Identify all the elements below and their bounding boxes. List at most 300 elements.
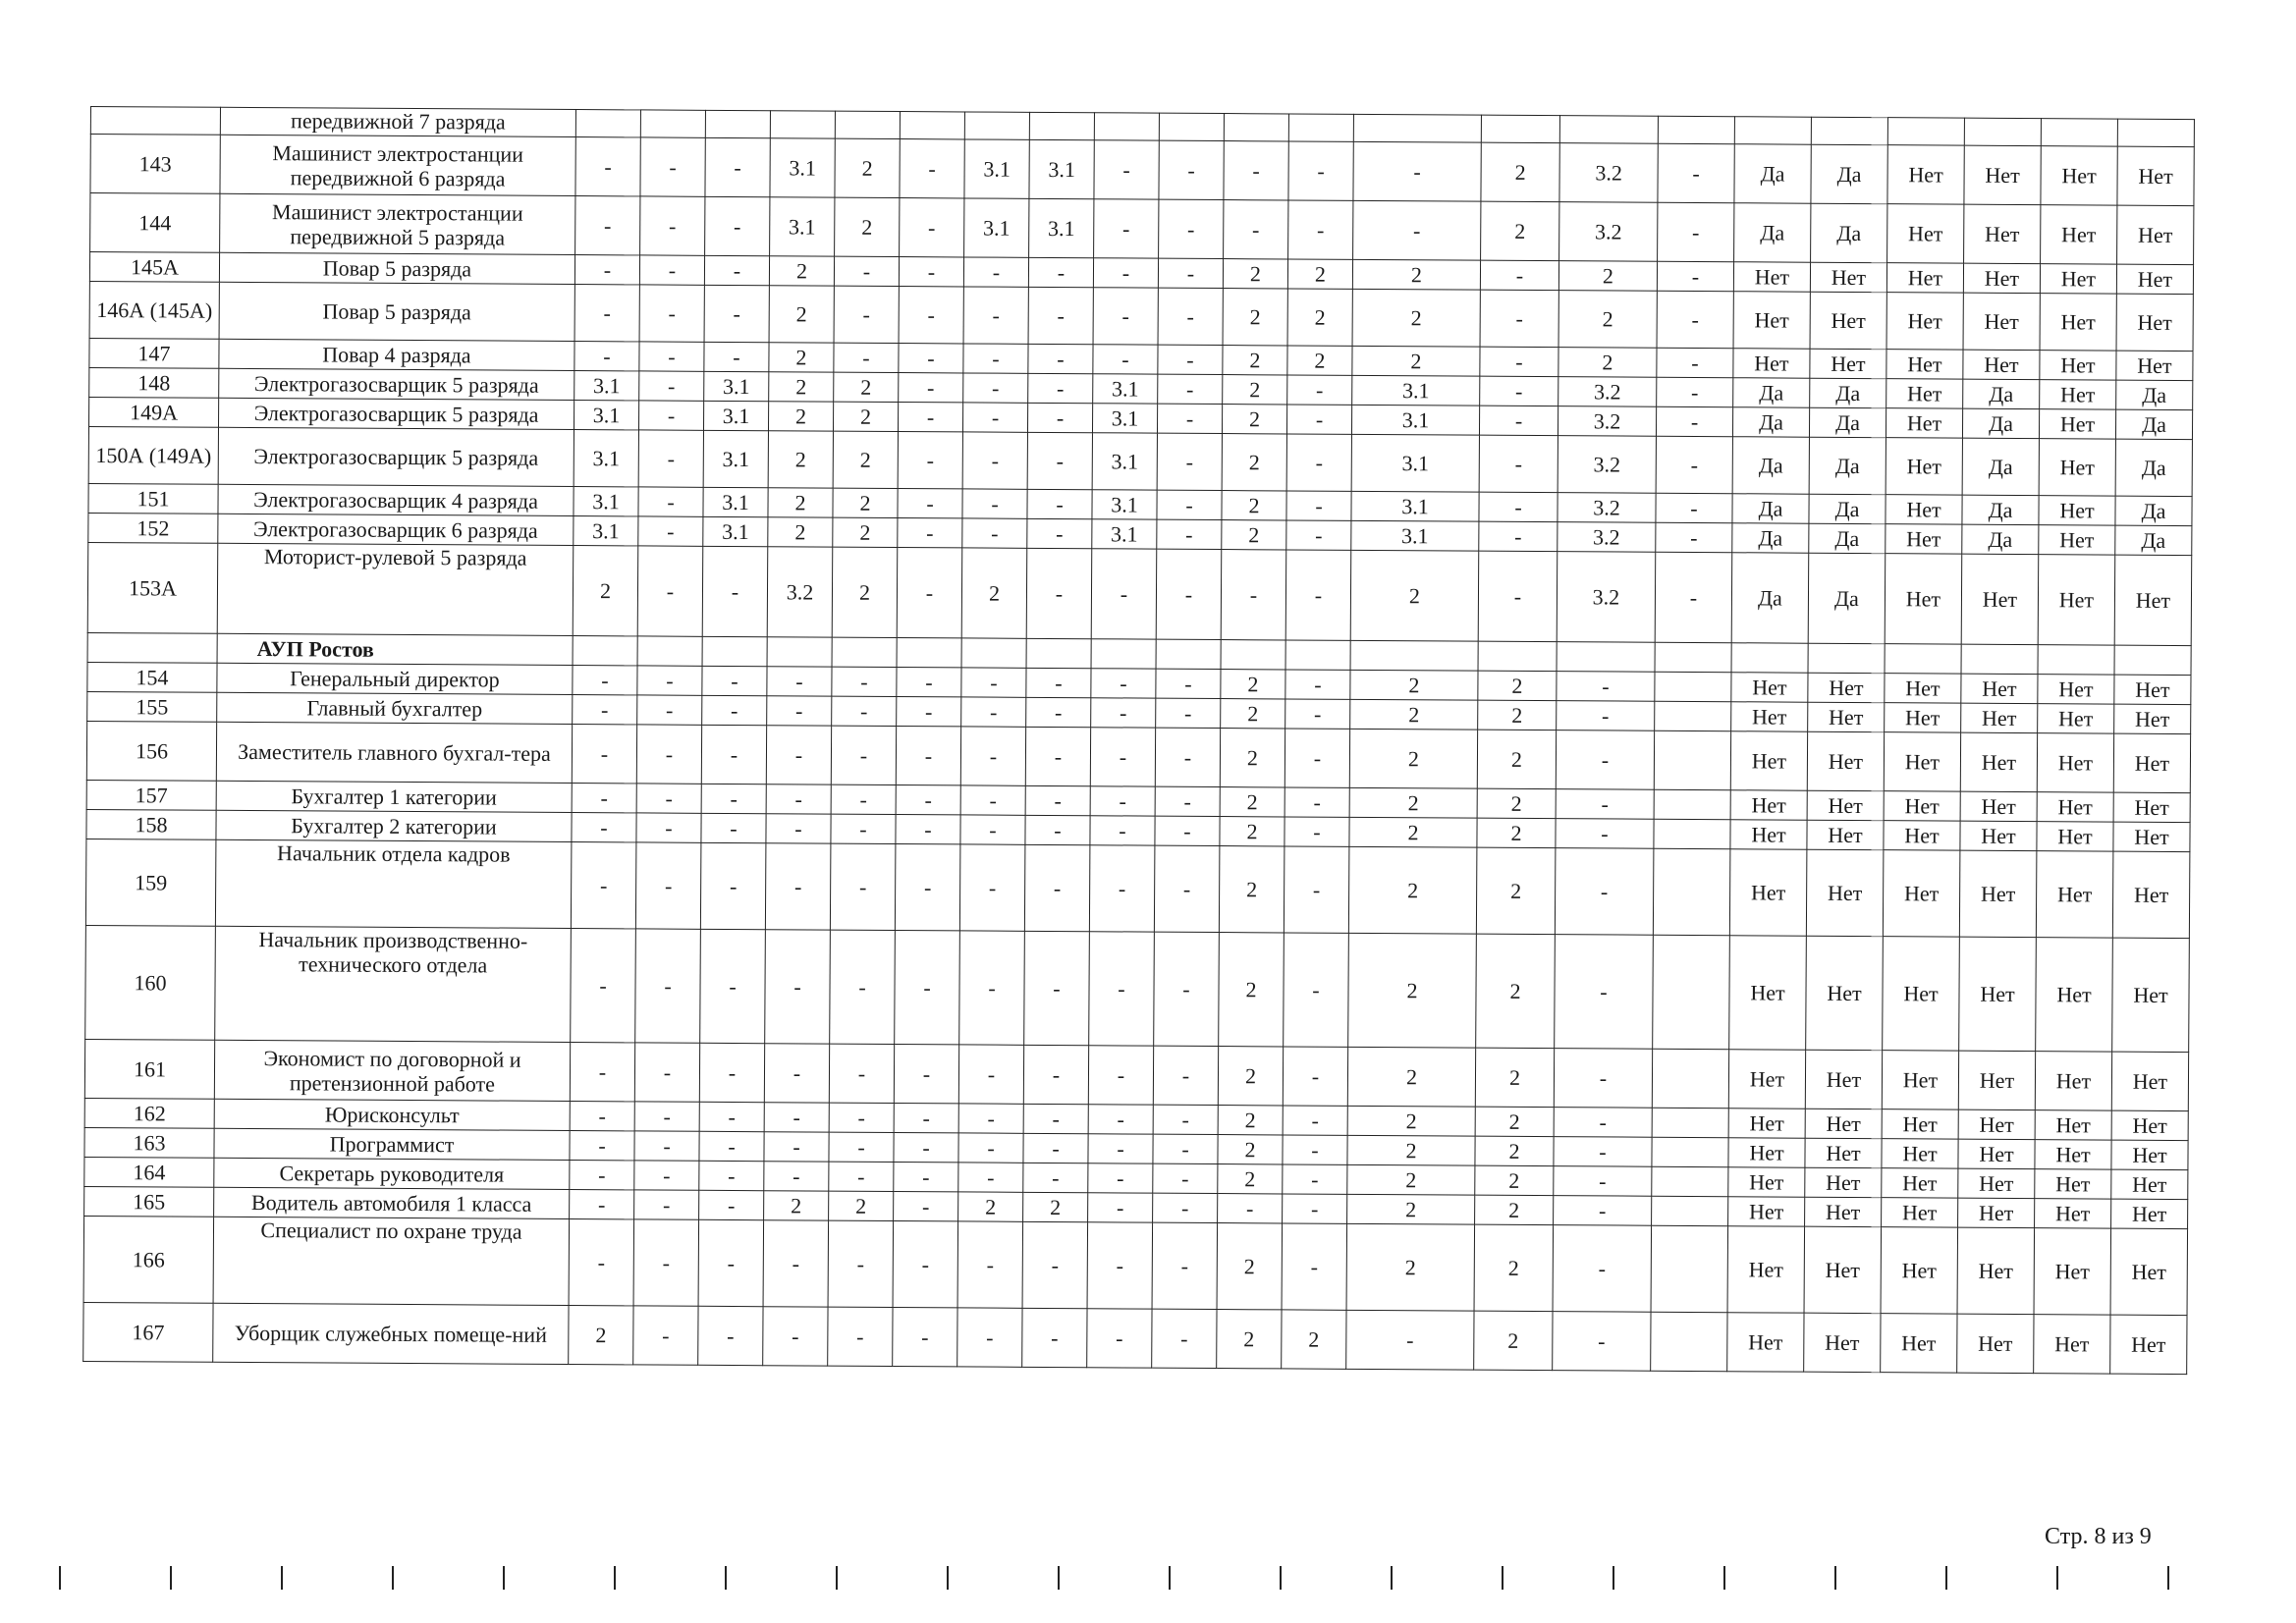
factor-class-cell: -	[639, 285, 704, 342]
empty-cell	[1285, 640, 1350, 670]
yes-no-cell: Нет	[2040, 294, 2116, 351]
yes-no-cell: Нет	[1733, 262, 1810, 292]
factor-class-cell	[835, 111, 900, 138]
factor-class-cell: -	[1656, 493, 1732, 522]
yes-no-cell: Нет	[2035, 1052, 2111, 1110]
factor-class-cell: -	[765, 843, 831, 930]
yes-no-cell: Да	[1811, 203, 1887, 262]
yes-no-cell: Нет	[2113, 792, 2190, 822]
yes-no-cell: Нет	[1807, 820, 1884, 849]
factor-class-cell: -	[1088, 1193, 1153, 1222]
factor-class-cell: -	[1656, 436, 1732, 493]
factor-class-cell: -	[764, 1132, 829, 1162]
factor-class-cell: 3.2	[1557, 552, 1656, 643]
factor-class-cell: -	[1656, 406, 1732, 436]
factor-class-cell: -	[640, 196, 705, 255]
factor-class-cell: -	[1153, 1134, 1218, 1163]
factor-class-cell: -	[1554, 1049, 1652, 1109]
factor-class-cell: -	[638, 516, 703, 546]
factor-class-cell: 2	[833, 488, 898, 517]
factor-class-cell: -	[894, 1133, 958, 1163]
position-name-cell: Бухгалтер 1 категории	[216, 781, 572, 812]
empty-cell	[1156, 639, 1221, 669]
yes-no-cell: Да	[1809, 407, 1886, 437]
factor-class-cell: 2	[1475, 1048, 1554, 1107]
yes-no-cell: Нет	[1884, 732, 1960, 791]
factor-class-cell: 3.1	[1351, 434, 1479, 492]
yes-no-cell: Нет	[1963, 350, 2040, 379]
factor-class-cell: -	[1479, 521, 1558, 551]
factor-class-cell: -	[963, 287, 1028, 344]
section-heading: АУП Ростов	[217, 633, 573, 665]
yes-no-cell: Нет	[1963, 263, 2040, 293]
yes-no-cell: Нет	[2111, 1052, 2188, 1110]
yes-no-cell: Нет	[1882, 1139, 1958, 1168]
row-number-cell: 158	[86, 809, 216, 839]
factor-class-cell: -	[574, 285, 639, 342]
factor-class-cell: 2	[1474, 1224, 1554, 1311]
factor-class-cell: -	[640, 137, 705, 196]
factor-class-cell: 2	[764, 1191, 829, 1220]
yes-no-cell: Нет	[2038, 555, 2115, 645]
factor-class-cell: 2	[835, 197, 900, 256]
factor-class-cell: 2	[1218, 1164, 1283, 1194]
empty-cell	[1655, 642, 1731, 672]
factor-class-cell: -	[1285, 817, 1349, 846]
yes-no-cell: Нет	[1886, 379, 1963, 408]
row-number-cell: 157	[86, 780, 216, 810]
factor-class-cell: 3.1	[703, 401, 768, 430]
yes-no-cell: Нет	[1961, 554, 2039, 644]
factor-class-cell: 2	[1221, 670, 1285, 699]
factor-class-cell: -	[1156, 549, 1222, 639]
factor-class-cell: -	[1286, 405, 1351, 434]
factor-class-cell: 3.1	[964, 139, 1029, 198]
factor-class-cell: -	[1221, 550, 1286, 640]
yes-no-cell: Нет	[2113, 733, 2190, 792]
empty-cell	[897, 638, 961, 668]
yes-no-cell: Нет	[1886, 293, 1963, 350]
yes-no-cell: Нет	[2037, 822, 2113, 851]
factor-class-cell	[1029, 112, 1094, 139]
position-name-cell: Заместитель главного бухгал-тера	[216, 722, 572, 783]
yes-no-cell: Нет	[1805, 1167, 1882, 1197]
factor-class-cell: -	[1155, 786, 1220, 816]
factor-class-cell: -	[575, 196, 640, 255]
yes-no-cell: Нет	[1805, 1197, 1882, 1226]
factor-class-cell: -	[1088, 1105, 1153, 1134]
yes-no-cell: Нет	[2035, 1110, 2111, 1140]
position-name-cell: Экономист по договорной и претензионной работе	[214, 1040, 570, 1101]
factor-class-cell	[1654, 789, 1730, 819]
factor-class-cell: -	[570, 1131, 634, 1161]
factor-class-cell: -	[1022, 1221, 1088, 1308]
factor-class-cell: -	[1555, 848, 1654, 936]
factor-class-cell: -	[698, 1306, 763, 1365]
factor-class-cell: -	[1224, 200, 1288, 259]
table-row	[83, 1216, 2187, 1315]
factor-class-cell: 2	[1222, 520, 1286, 550]
empty-cell	[961, 638, 1026, 668]
scan-tick	[1945, 1566, 1947, 1590]
factor-class-cell: -	[699, 1161, 764, 1190]
factor-class-cell: -	[767, 667, 832, 696]
factor-class-cell	[1094, 113, 1159, 140]
row-number-cell: 163	[84, 1127, 214, 1158]
factor-class-cell: 2	[1223, 289, 1287, 346]
yes-no-cell: Нет	[1729, 849, 1807, 936]
factor-class-cell: -	[638, 487, 703, 516]
scan-tick	[2167, 1566, 2169, 1590]
yes-no-cell: Нет	[1886, 350, 1963, 379]
factor-class-cell: -	[1159, 199, 1224, 258]
position-name-cell: Главный бухгалтер	[217, 692, 573, 724]
yes-no-cell: Нет	[1884, 791, 1960, 821]
factor-class-cell: -	[895, 931, 960, 1045]
factor-class-cell	[1652, 1108, 1728, 1137]
factor-class-cell: 2	[1477, 818, 1556, 847]
factor-class-cell: -	[1152, 1309, 1217, 1368]
factor-class-cell: 3.1	[703, 516, 768, 546]
factor-class-cell: -	[831, 784, 896, 814]
factor-class-cell: -	[636, 725, 701, 784]
yes-no-cell: Нет	[2040, 380, 2116, 409]
factor-class-cell: 2	[834, 372, 899, 402]
factor-class-cell: -	[701, 813, 766, 842]
position-name-cell: Начальник отдела кадров	[215, 839, 572, 928]
factor-class-cell: -	[1091, 698, 1156, 728]
factor-class-cell: -	[702, 695, 767, 725]
factor-class-cell: -	[958, 1045, 1023, 1104]
row-number-cell: 147	[89, 338, 219, 368]
factor-class-cell: 3.1	[1092, 519, 1157, 549]
row-number-cell: 151	[88, 483, 218, 514]
factor-class-cell: -	[1657, 261, 1733, 291]
factor-class-cell: 2	[769, 343, 834, 372]
empty-cell	[832, 637, 897, 667]
empty-cell	[2114, 645, 2191, 675]
factor-class-cell: 2	[1476, 847, 1556, 934]
position-name-cell: Генеральный директор	[217, 663, 573, 694]
yes-no-cell: Нет	[2117, 146, 2194, 205]
yes-no-cell: Нет	[2039, 496, 2115, 525]
factor-class-cell: 2	[1218, 1047, 1283, 1106]
factor-class-cell: -	[572, 784, 636, 813]
yes-no-cell: Да	[2115, 525, 2192, 555]
row-number-cell: 167	[83, 1302, 213, 1362]
empty-cell	[1808, 643, 1885, 673]
row-number-cell: 154	[87, 662, 217, 692]
factor-class-cell: 3.1	[1351, 405, 1479, 435]
factor-class-cell: -	[1024, 931, 1090, 1045]
factor-class-cell: 3.1	[1029, 139, 1094, 198]
factor-class-cell: -	[764, 1103, 829, 1132]
factor-class-cell: -	[831, 726, 896, 784]
factor-class-cell: -	[634, 1102, 699, 1131]
factor-class-cell: -	[1088, 1046, 1153, 1105]
factor-class-cell: 3.1	[574, 401, 638, 430]
factor-class-cell	[1658, 116, 1734, 143]
factor-class-cell: 2	[1558, 291, 1657, 349]
factor-class-cell: 2	[1481, 201, 1559, 260]
factor-class-cell: -	[899, 287, 963, 344]
factor-class-cell: -	[635, 842, 701, 929]
factor-class-cell: -	[1027, 489, 1092, 518]
position-name-cell: Начальник производственно-технического отдела	[215, 926, 572, 1042]
factor-class-cell: -	[637, 695, 702, 725]
factor-class-cell: -	[1154, 932, 1220, 1046]
factor-class-cell	[964, 112, 1029, 139]
factor-class-cell: 2	[1475, 1165, 1554, 1195]
yes-no-cell: Нет	[2117, 205, 2194, 264]
factor-class-cell: 2	[769, 372, 834, 402]
factor-class-cell: -	[1153, 1046, 1218, 1105]
row-number-cell: 143	[90, 135, 220, 194]
position-name-cell: Юрисконсульт	[214, 1099, 570, 1130]
factor-class-cell: -	[1025, 727, 1090, 785]
yes-no-cell: Нет	[2036, 938, 2113, 1052]
table-row	[83, 1302, 2187, 1374]
yes-no-cell: Нет	[1727, 1226, 1805, 1313]
factor-class-cell: 2	[1287, 259, 1352, 289]
yes-no-cell: Да	[2116, 380, 2193, 409]
empty-cell	[1557, 642, 1655, 673]
factor-class-cell: -	[634, 1161, 699, 1190]
factor-class-cell	[1655, 701, 1731, 730]
factor-class-cell: 3.1	[1093, 374, 1158, 404]
yes-no-cell: Нет	[1805, 1109, 1882, 1138]
yes-no-cell: Нет	[2038, 704, 2114, 733]
scan-tick	[1834, 1566, 1836, 1590]
yes-no-cell: Нет	[2039, 439, 2115, 496]
yes-no-cell: Нет	[1881, 1227, 1958, 1314]
factor-class-cell: -	[963, 257, 1028, 287]
factor-class-cell: -	[1157, 490, 1222, 519]
scan-tick	[1280, 1566, 1282, 1590]
scan-tick-marks	[59, 1566, 2190, 1596]
factor-class-cell: -	[1480, 347, 1558, 376]
empty-cell	[573, 636, 637, 666]
yes-no-cell: Нет	[1882, 1168, 1958, 1198]
factor-class-cell: 3.1	[1351, 491, 1479, 521]
factor-class-cell: 2	[768, 431, 833, 488]
factor-class-cell: -	[1028, 257, 1093, 287]
factor-class-cell: -	[1087, 1309, 1152, 1368]
yes-no-cell: Нет	[1958, 1139, 2035, 1168]
yes-no-cell: Нет	[1804, 1313, 1881, 1372]
factor-class-cell: -	[1093, 345, 1158, 374]
yes-no-cell	[1964, 118, 2041, 145]
factor-class-cell: 2	[768, 488, 833, 517]
factor-class-cell: -	[894, 1104, 958, 1133]
factor-class-cell: 2	[1220, 787, 1285, 817]
yes-no-cell: Нет	[1730, 820, 1807, 849]
factor-class-cell	[1652, 1137, 1728, 1166]
yes-no-cell: Нет	[1882, 1198, 1958, 1227]
factor-class-cell: 2	[1352, 289, 1480, 347]
scan-tick	[170, 1566, 172, 1590]
yes-no-cell: Нет	[1729, 936, 1807, 1050]
position-name-cell: Машинист электростанции передвижной 5 разряда	[220, 193, 575, 254]
yes-no-cell: Нет	[2114, 704, 2191, 733]
factor-class-cell: 2	[1222, 434, 1286, 491]
factor-class-cell: 3.1	[1352, 375, 1480, 406]
factor-class-cell: 3.2	[767, 547, 833, 637]
factor-class-cell: 3.2	[1558, 406, 1656, 437]
factor-class-cell	[1559, 116, 1658, 144]
factor-class-cell: 2	[1287, 289, 1352, 346]
factor-class-cell: -	[1158, 345, 1223, 374]
yes-no-cell: Нет	[2116, 294, 2193, 351]
yes-no-cell: Да	[1962, 408, 2039, 438]
factor-class-cell: -	[1286, 520, 1351, 550]
factor-class-cell: -	[894, 1163, 958, 1192]
factor-class-cell: -	[899, 373, 963, 403]
yes-no-cell: Нет	[1805, 1138, 1882, 1167]
factor-class-cell: 2	[832, 547, 898, 637]
factor-class-cell: -	[1026, 668, 1091, 697]
factor-class-cell: -	[900, 198, 964, 257]
factor-class-cell: -	[829, 1044, 894, 1103]
yes-no-cell	[1734, 117, 1811, 144]
factor-class-cell: -	[574, 342, 639, 371]
yes-no-cell: Да	[1734, 144, 1811, 203]
factor-class-cell: -	[1285, 729, 1349, 787]
factor-class-cell: -	[958, 1104, 1023, 1133]
factor-class-cell	[1655, 672, 1731, 701]
factor-class-cell: -	[1480, 290, 1558, 347]
scan-tick	[1723, 1566, 1725, 1590]
factor-class-cell: -	[570, 1043, 634, 1102]
yes-no-cell: Нет	[1728, 1050, 1805, 1109]
factor-class-cell: -	[1156, 669, 1221, 698]
row-number-cell: 161	[84, 1039, 214, 1099]
row-number-cell: 159	[85, 839, 216, 926]
yes-no-cell: Да	[1732, 494, 1809, 523]
factor-class-cell: 2	[1287, 346, 1352, 375]
yes-no-cell: Да	[1732, 437, 1809, 494]
factor-class-cell: -	[1155, 816, 1220, 845]
yes-no-cell: Нет	[1882, 1109, 1958, 1139]
factor-class-cell: -	[1024, 844, 1090, 931]
factor-class-cell: -	[634, 1131, 699, 1161]
factor-class-cell: 2	[1023, 1192, 1088, 1221]
factor-class-cell: -	[1153, 1193, 1218, 1222]
factor-class-cell	[1224, 114, 1288, 141]
factor-class-cell	[1654, 730, 1730, 789]
yes-no-cell: Да	[1962, 438, 2039, 495]
yes-no-cell: Нет	[1728, 1138, 1805, 1167]
yes-no-cell: Нет	[1961, 674, 2038, 703]
yes-no-cell: Нет	[2116, 264, 2193, 294]
factor-class-cell: 2	[1348, 933, 1477, 1048]
position-name-cell: Бухгалтер 2 категории	[216, 810, 572, 841]
factor-class-cell: -	[633, 1306, 698, 1365]
yes-no-cell: Нет	[1885, 674, 1961, 703]
yes-no-cell: Нет	[1806, 849, 1884, 936]
factor-class-cell: -	[897, 548, 962, 638]
yes-no-cell: Нет	[2111, 1110, 2188, 1140]
factor-class-cell: 3.2	[1558, 493, 1656, 523]
yes-no-cell: Нет	[2037, 733, 2113, 792]
yes-no-cell: Нет	[1810, 262, 1886, 292]
factor-class-cell: 3.1	[574, 371, 639, 401]
yes-no-cell: Нет	[1887, 145, 1964, 204]
factor-class-cell: -	[829, 1132, 894, 1162]
factor-class-cell: 2	[1475, 1107, 1554, 1136]
factor-class-cell: -	[635, 929, 701, 1043]
yes-no-cell: Да	[1734, 203, 1811, 262]
empty-cell	[1221, 640, 1285, 670]
yes-no-cell: Да	[2115, 496, 2192, 525]
factor-class-cell: 2	[1217, 1223, 1283, 1310]
factor-class-cell: 2	[1475, 1136, 1554, 1165]
factor-class-cell: 3.1	[1029, 198, 1094, 257]
factor-class-cell: -	[1093, 258, 1158, 288]
factor-class-cell: -	[899, 344, 963, 373]
factor-class-cell: -	[1090, 816, 1155, 845]
factor-class-cell: -	[1285, 787, 1349, 817]
factor-class-cell: -	[1555, 935, 1654, 1050]
yes-no-cell: Нет	[2039, 409, 2115, 439]
factor-class-cell: -	[896, 815, 960, 844]
row-number-cell: 166	[83, 1216, 214, 1303]
factor-class-cell: 2	[1223, 346, 1287, 375]
factor-class-cell: -	[1557, 672, 1655, 702]
factor-class-cell	[770, 111, 835, 138]
yes-no-cell: Нет	[1730, 731, 1807, 790]
empty-cell	[1350, 640, 1478, 671]
factor-class-cell: 3.1	[770, 138, 835, 197]
factor-class-cell: -	[1090, 786, 1155, 816]
row-number-cell: 165	[84, 1186, 214, 1217]
row-number-cell: 156	[86, 721, 216, 781]
factor-class-cell: -	[1022, 1308, 1087, 1367]
page-number: Стр. 8 из 9	[2045, 1524, 2152, 1549]
factor-class-cell: -	[1025, 815, 1090, 844]
yes-no-cell: Нет	[2110, 1315, 2187, 1374]
yes-no-cell: Нет	[2113, 822, 2190, 851]
factor-class-cell: -	[895, 844, 960, 931]
yes-no-cell: Нет	[1728, 1109, 1805, 1138]
factor-class-cell: -	[1287, 375, 1352, 405]
row-number-cell: 164	[84, 1157, 214, 1187]
factor-class-cell: 3.1	[1092, 404, 1157, 433]
yes-no-cell: Нет	[2040, 264, 2116, 294]
factor-class-cell: -	[637, 666, 702, 695]
factor-class-cell: 2	[1558, 348, 1657, 378]
table-row	[87, 542, 2192, 645]
factor-class-cell: -	[1091, 549, 1157, 639]
factor-class-cell: 2	[1477, 788, 1556, 818]
factor-class-cell: -	[961, 668, 1026, 697]
factor-class-cell	[900, 112, 964, 139]
row-number-cell: 148	[89, 367, 219, 398]
factor-class-cell: -	[894, 1192, 958, 1221]
factor-class-cell: -	[570, 1102, 634, 1131]
yes-no-cell: Нет	[2041, 146, 2117, 205]
empty-cell	[1478, 641, 1557, 671]
factor-class-cell: -	[764, 1044, 829, 1103]
yes-no-cell: Да	[1808, 553, 1886, 643]
factor-class-cell: -	[831, 814, 896, 843]
factor-class-cell: 3.1	[574, 487, 638, 516]
factor-class-cell	[1652, 1196, 1728, 1225]
factor-class-cell: 3.1	[703, 487, 768, 516]
factor-class-cell: -	[1658, 143, 1734, 202]
factor-class-cell: -	[699, 1043, 764, 1102]
factor-class-cell: -	[963, 344, 1028, 373]
